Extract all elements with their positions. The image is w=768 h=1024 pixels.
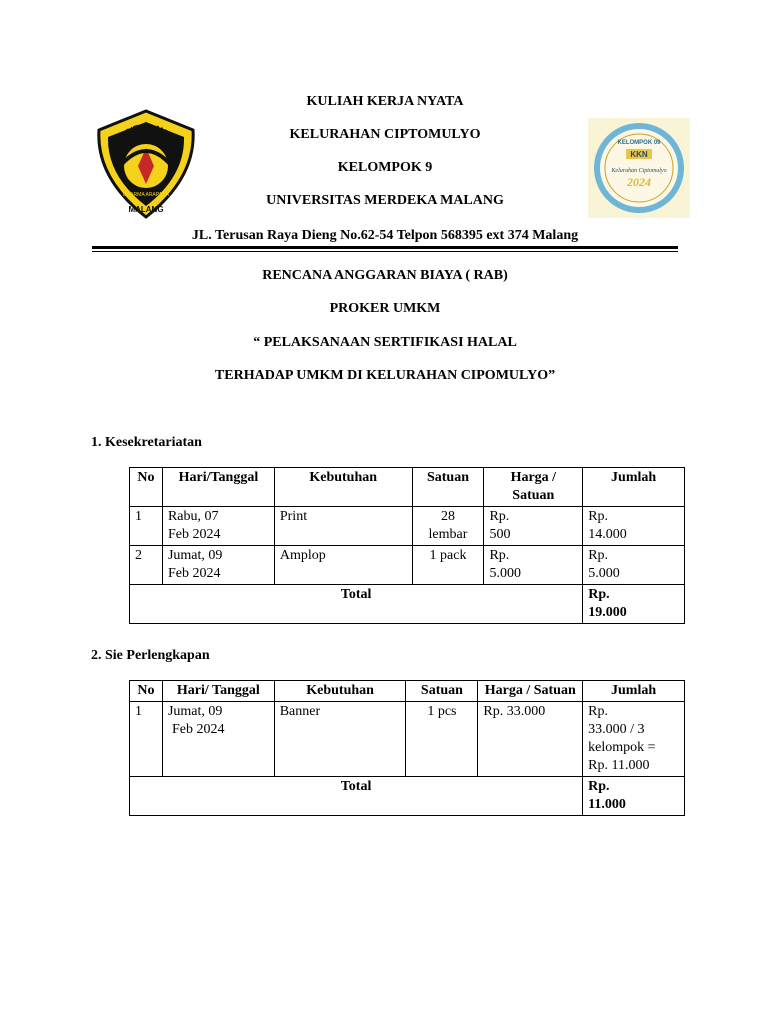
total-value-line: 11.000 (588, 797, 626, 812)
logo-right-year-text: 2024 (627, 175, 651, 189)
title-line-2: PROKER UMKM (329, 301, 441, 316)
col-total: Jumlah (583, 681, 685, 702)
cell-no: 1 (130, 507, 163, 546)
table-header-row (130, 468, 685, 507)
cell-unit-line: 28 (440, 509, 455, 524)
cell-total-line: 14.000 (588, 527, 627, 542)
total-value (583, 585, 685, 624)
cell-total (583, 507, 685, 546)
cell-date (162, 546, 274, 585)
cell-date-line: Feb 2024 (171, 722, 225, 737)
total-value-line: 19.000 (588, 605, 627, 620)
header-rule-thick (92, 246, 678, 249)
cell-date-line: Feb 2024 (167, 527, 221, 542)
cell-total-line: 5.000 (588, 566, 620, 581)
table-row (130, 507, 685, 546)
header-line-1: KULIAH KERJA NYATA (306, 94, 464, 109)
col-no: No (130, 681, 163, 702)
logo-right-script-text: Kelurahan Ciptomulyo (611, 168, 667, 174)
logo-left-motto: DHARMA ARAPADA (122, 192, 170, 198)
header-line-3: KELOMPOK 9 (337, 160, 433, 175)
cell-item: Amplop (274, 546, 412, 585)
section-1-heading: 1. Kesekretariatan (91, 435, 202, 450)
title-line-4: TERHADAP UMKM DI KELURAHAN CIPOMULYO” (214, 368, 556, 383)
cell-price (484, 507, 583, 546)
cell-date-line: Jumat, 09 (167, 704, 223, 719)
total-label: Total (130, 585, 583, 624)
table-total-row (130, 777, 685, 816)
total-value-line: Rp. (588, 779, 610, 794)
title-line-3: “ PELAKSANAAN SERTIFIKASI HALAL (253, 335, 517, 350)
col-price: Harga / Satuan (484, 468, 583, 507)
cell-total-line: Rp. 11.000 (588, 758, 650, 773)
cell-date (162, 507, 274, 546)
col-no: No (130, 468, 163, 507)
logo-right-group-text: KELOMPOK 09 (617, 140, 661, 146)
table-row (130, 546, 685, 585)
cell-total (583, 702, 685, 777)
total-value-line: Rp. (588, 587, 610, 602)
cell-date-line: Jumat, 09 (167, 548, 223, 563)
cell-price (484, 546, 583, 585)
table-row (130, 702, 685, 777)
cell-unit (412, 507, 484, 546)
cell-total-line: Rp. (588, 704, 608, 719)
logo-left-bottom-text: MALANG (128, 205, 164, 214)
budget-table-2 (129, 680, 685, 816)
cell-unit: 1 pack (412, 546, 484, 585)
col-date: Hari/Tanggal (162, 468, 274, 507)
university-logo (92, 108, 200, 220)
header-address: JL. Terusan Raya Dieng No.62-54 Telpon 568395 ext 374 Malang (191, 228, 579, 243)
logo-left-top-text: VERSITAS MERD (107, 121, 182, 150)
col-unit: Satuan (406, 681, 478, 702)
table-total-row (130, 585, 685, 624)
logo-right-kkn-text: KKN (630, 150, 648, 159)
cell-price: Rp. 33.000 (478, 702, 583, 777)
col-unit: Satuan (412, 468, 484, 507)
cell-price-line: Rp. (489, 509, 510, 524)
cell-date-line: Feb 2024 (167, 566, 221, 581)
col-total: Jumlah (583, 468, 685, 507)
col-item: Kebutuhan (274, 468, 412, 507)
cell-item: Print (274, 507, 412, 546)
col-date: Hari/ Tanggal (162, 681, 274, 702)
kkn-group-logo (588, 118, 690, 218)
header-line-4: UNIVERSITAS MERDEKA MALANG (266, 193, 504, 208)
cell-total-line: Rp. (588, 548, 609, 563)
cell-no: 2 (130, 546, 163, 585)
cell-unit: 1 pcs (406, 702, 478, 777)
cell-item: Banner (274, 702, 406, 777)
cell-price-line: Rp. (489, 548, 510, 563)
col-item: Kebutuhan (274, 681, 406, 702)
total-label: Total (130, 777, 583, 816)
budget-table-1 (129, 467, 685, 624)
cell-unit-line: lembar (428, 527, 468, 542)
cell-total-line: kelompok = (588, 740, 656, 755)
title-line-1: RENCANA ANGGARAN BIAYA ( RAB) (262, 268, 508, 283)
cell-total (583, 546, 685, 585)
table-header-row (130, 681, 685, 702)
cell-total-line: 33.000 / 3 (588, 722, 645, 737)
header-line-2: KELURAHAN CIPTOMULYO (289, 127, 481, 142)
cell-total-line: Rp. (588, 509, 609, 524)
cell-price-line: 5.000 (489, 566, 521, 581)
cell-date (162, 702, 274, 777)
col-price: Harga / Satuan (478, 681, 583, 702)
section-2-heading: 2. Sie Perlengkapan (91, 648, 210, 663)
cell-price-line: 500 (489, 527, 511, 542)
cell-date-line: Rabu, 07 (167, 509, 219, 524)
total-value (583, 777, 685, 816)
cell-no: 1 (130, 702, 163, 777)
header-rule-thin (92, 251, 678, 252)
